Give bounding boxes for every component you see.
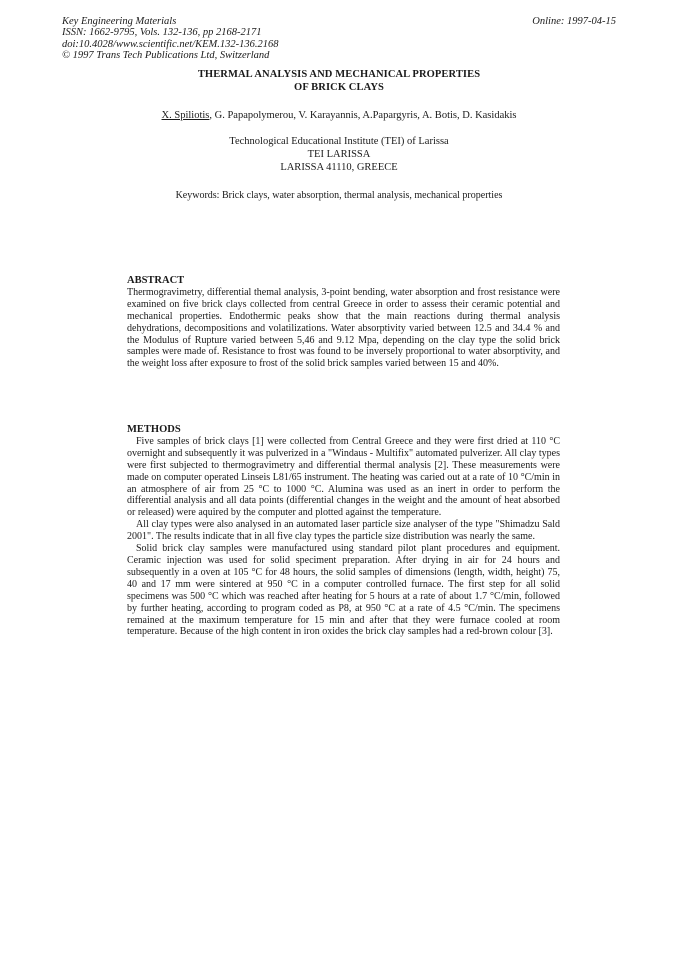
methods-paragraph-1: Five samples of brick clays [1] were collected from Central Greece and they were first dried at 110 °C overnight and subsequently it was pulverized in a "Windaus - Multifix" automated pulverizer. All clay types were first subjected to thermogravimetry and differential thermal analysis [2]. These measurements were made on computer operated Linseis L81/65 instrument. The heating was caried out at a rate of 10 °C/min in an atmosphere of air from 25 °C to 1000 °C. Alumina was used as an inert in order to perform the differential analysis and all data points (differential changes in the weight and the amount of heat absorbed or released) were aquired by the computer and plotted against the temperature. bbox=[127, 435, 560, 519]
paper-title bbox=[0, 69, 678, 94]
methods-heading: METHODS bbox=[127, 424, 181, 435]
issn-line: ISSN: 1662-9795, Vols. 132-136, pp 2168-2171 bbox=[62, 27, 262, 39]
abstract-heading: ABSTRACT bbox=[127, 275, 185, 286]
abstract-text: Thermogravimetry, differential themal analysis, 3-point bending, water absorption and frost resistance were examined on five brick clays collected from central Greece in order to assess their ceramic potential and mechanical properties. Endothermic peaks show that the main reactions during thermal analysis dehydrations, decompositions and volatilizations. Water absorptivity varied between 12.5 and 34.4 % and the Modulus of Rupture varied between 5,46 and 9.12 Mpa, depending on the clay type the solid brick samples were made of. Resistance to frost was found to be inversely proportional to water absorptivity, and the weight loss after exposure to frost of the solid brick samples varied between 15 and 40%. bbox=[127, 286, 560, 370]
title-line-1: THERMAL ANALYSIS AND MECHANICAL PROPERTIES bbox=[197, 69, 481, 80]
methods-paragraph-2: All clay types were also analysed in an automated laser particle size analyser of the type "Shimadzu Sald 2001". The results indicate that in all five clay types the particle size distribution was nearly the same. bbox=[127, 519, 560, 543]
copyright-line: © 1997 Trans Tech Publications Ltd, Switzerland bbox=[62, 50, 270, 62]
co-authors: , G. Papapolymerou, V. Karayannis, A.Papargyris, A. Botis, D. Kasidakis bbox=[209, 110, 517, 121]
abstract-section bbox=[127, 275, 560, 370]
title-line-2: OF BRICK CLAYS bbox=[294, 81, 384, 93]
doi-line: doi:10.4028/www.scientific.net/KEM.132-136.2168 bbox=[62, 38, 279, 50]
journal-header bbox=[62, 16, 279, 62]
affiliation-city: LARISSA 41110, GREECE bbox=[280, 162, 398, 173]
keywords: Keywords: Brick clays, water absorption, thermal analysis, mechanical properties bbox=[175, 190, 503, 201]
affiliation-institute: Technological Educational Institute (TEI) of Larissa bbox=[229, 136, 449, 147]
affiliation bbox=[0, 135, 678, 174]
methods-section bbox=[127, 424, 560, 638]
corresponding-author: X. Spiliotis bbox=[161, 110, 210, 121]
online-date: Online: 1997-04-15 bbox=[532, 16, 616, 27]
methods-paragraph-3: Solid brick clay samples were manufactured using standard pilot plant procedures and equipment. Ceramic injection was used for solid speciment preparation. After drying in air for 24 hours and subsequently in a oven at 105 °C for 48 hours, the solid samples of dimensions (length, width, height) 75, 40 and 17 mm were sintered at 950 °C in a computer controlled furnace. The first step for all solid specimens was 500 °C which was reached after heating for 5 hours at a rate of about 1.7 °C/min, followed by further heating, according to program coded as P8, at 950 °C at a rate of 4.5 °C/min. The specimens remained at the maximum temperature for 15 min and after that they were furnace cooled at room temperature. Because of the high content in iron oxides the brick clay samples had a red-brown colour [3]. bbox=[127, 543, 560, 638]
author-list bbox=[0, 110, 678, 121]
journal-name: Key Engineering Materials bbox=[62, 16, 177, 27]
affiliation-short: TEI LARISSA bbox=[307, 149, 371, 160]
